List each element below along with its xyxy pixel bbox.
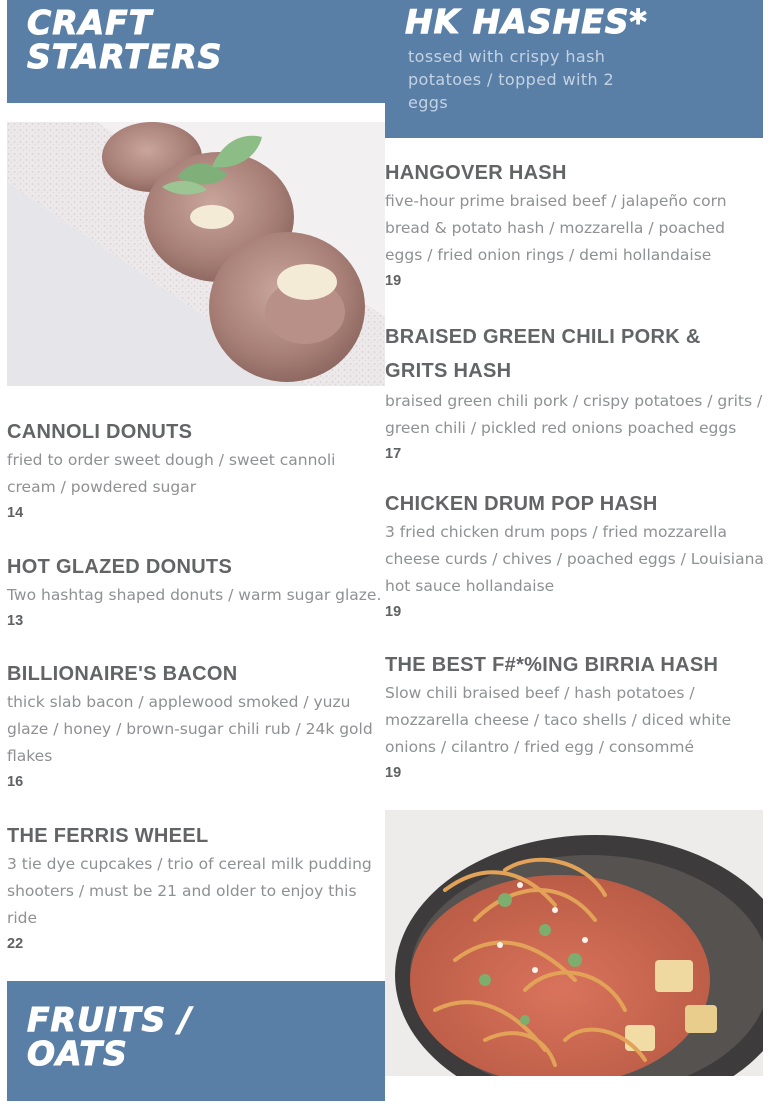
item-name: HANGOVER HASH <box>385 162 567 184</box>
item-description: fried to order sweet dough / sweet cannoli cream / powdered sugar <box>7 451 336 496</box>
hk-hashes-subtitle: tossed with crispy hash potatoes / topped with 2 eggs <box>408 47 615 112</box>
item-description: 3 fried chicken drum pops / fried mozzarella cheese curds / chives / poached eggs / Louisiana hot sauce hollandaise <box>385 523 764 595</box>
fruits-oats-banner <box>7 981 385 1101</box>
fruits-oats-title: FRUITS / OATS <box>27 1000 192 1073</box>
item-name: BILLIONAIRE'S BACON <box>7 663 238 685</box>
item-price: 13 <box>7 613 24 629</box>
item-price: 14 <box>7 505 24 521</box>
menu-item-chicken-drum-pop-hash <box>385 489 765 622</box>
item-description: thick slab bacon / applewood smoked / yuzu glaze / honey / brown-sugar chili rub / 24k gold flakes <box>7 693 373 765</box>
craft-starters-banner <box>7 0 385 103</box>
birria-hash-photo <box>385 810 763 1076</box>
item-name: HOT GLAZED DONUTS <box>7 556 233 578</box>
item-description: Slow chili braised beef / hash potatoes / mozzarella cheese / taco shells / diced white onions / cilantro / fried egg / consommé <box>385 684 732 756</box>
item-name: BRAISED GREEN CHILI PORK & GRITS HASH <box>385 326 701 382</box>
item-price: 22 <box>7 936 24 952</box>
menu-item-billionaires-bacon <box>7 659 387 792</box>
menu-item-cannoli-donuts <box>7 417 387 523</box>
item-description: five-hour prime braised beef / jalapeño corn bread & potato hash / mozzarella / poached eggs / fried onion rings / demi hollandaise <box>385 192 727 264</box>
item-description: Two hashtag shaped donuts / warm sugar glaze. <box>7 586 382 604</box>
item-description: 3 tie dye cupcakes / trio of cereal milk pudding shooters / must be 21 and older to enjoy this ride <box>7 855 372 927</box>
item-price: 19 <box>385 604 402 620</box>
craft-starters-title: CRAFT STARTERS <box>27 3 223 76</box>
item-price: 19 <box>385 765 402 781</box>
item-price: 19 <box>385 273 402 289</box>
hk-hashes-banner <box>385 0 763 138</box>
item-name: THE FERRIS WHEEL <box>7 825 209 847</box>
item-name: CANNOLI DONUTS <box>7 421 193 443</box>
item-price: 16 <box>7 774 24 790</box>
cannoli-donuts-photo <box>7 122 385 386</box>
menu-item-hangover-hash <box>385 158 765 291</box>
hk-hashes-title: HK HASHES* <box>405 2 648 41</box>
item-description: braised green chili pork / crispy potatoes / grits / green chili / pickled red onions poached eggs <box>385 392 763 437</box>
item-price: 17 <box>385 446 402 462</box>
item-name: THE BEST F#*%ING BIRRIA HASH <box>385 654 719 676</box>
menu-item-hot-glazed-donuts <box>7 552 387 631</box>
item-name: CHICKEN DRUM POP HASH <box>385 493 658 515</box>
menu-item-green-chili-pork-hash <box>385 320 765 464</box>
menu-item-ferris-wheel <box>7 821 387 954</box>
menu-item-birria-hash <box>385 650 765 783</box>
